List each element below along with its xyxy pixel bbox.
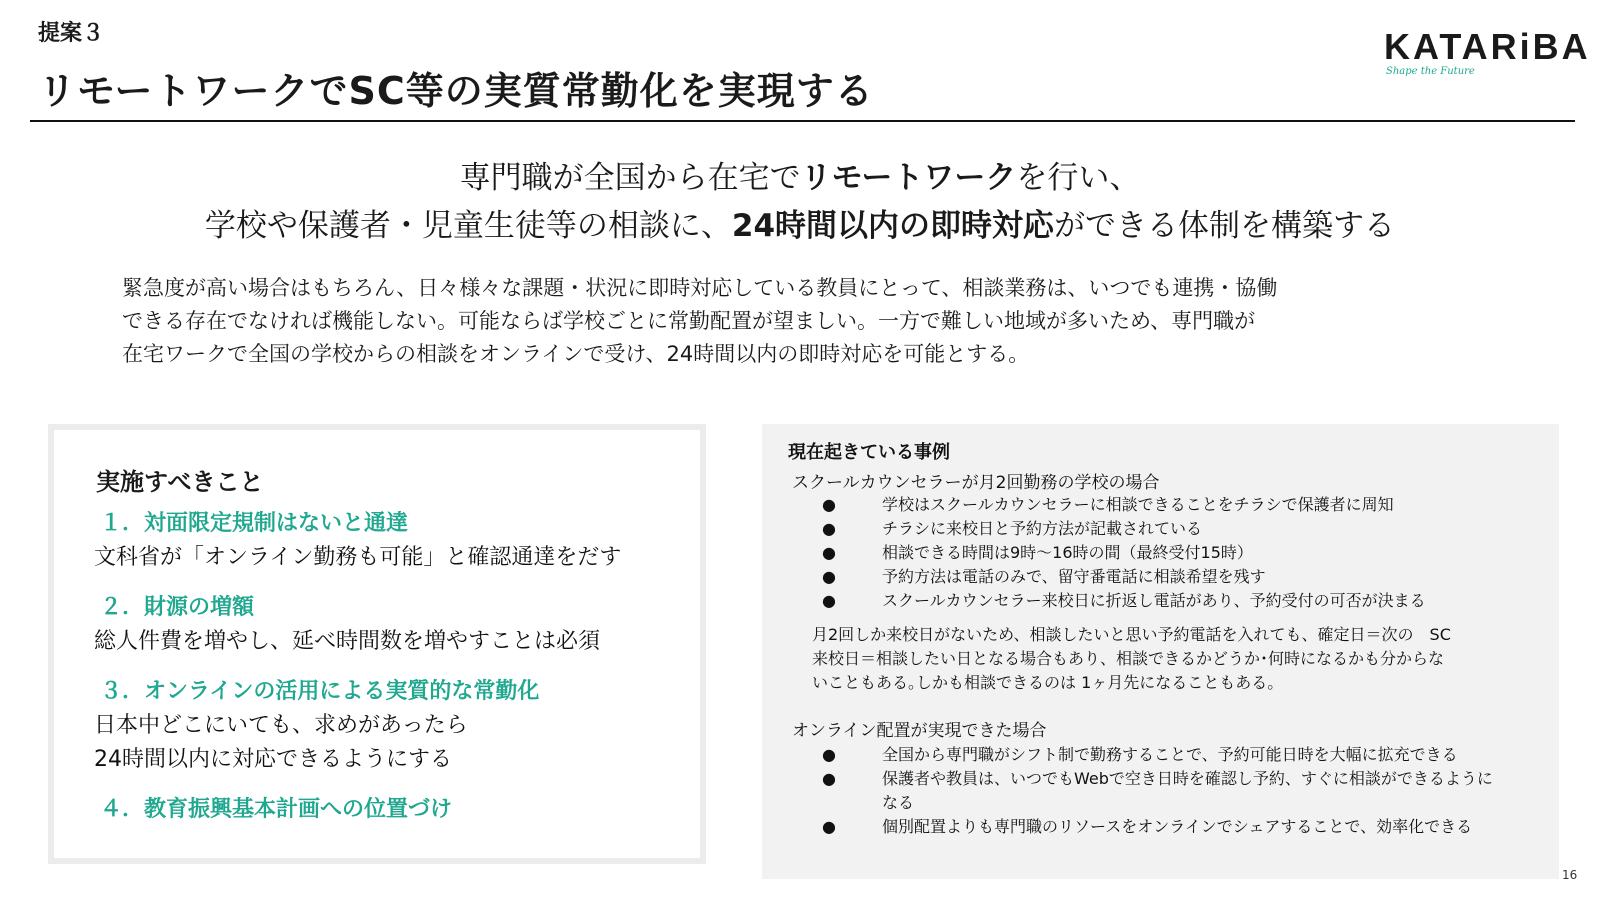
bullet-symbol: ● xyxy=(822,591,836,610)
bullet-symbol: ● xyxy=(822,495,836,514)
case-note-line: 来校日＝相談したい日となる場合もあり、相談できるかどうか･何時になるかも分からな xyxy=(812,649,1445,668)
case-note-line: 月2回しか来校日がないため、相談したいと思い予約電話を入れても、確定日＝次の SC xyxy=(812,625,1451,644)
intro-line: 在宅ワークで全国の学校からの相談をオンラインで受け、24時間以内の即時対応を可能とする。 xyxy=(122,342,1030,366)
proposal-label: 提案３ xyxy=(38,21,105,46)
todo-item-3-body: 日本中どこにいても、求めがあったら xyxy=(94,713,468,738)
intro-paragraph xyxy=(122,272,1502,371)
list-item xyxy=(822,540,1253,563)
todo-item-3-body: 24時間以内に対応できるようにする xyxy=(94,747,452,772)
intro-line: できる存在でなければ機能しない。可能ならば学校ごとに常勤配置が望ましい。一方で難しい地域が多いため、専門職が xyxy=(122,309,1256,333)
bullet-text: 予約方法は電話のみで、留守番電話に相談希望を残す xyxy=(882,567,1266,586)
list-item xyxy=(822,564,1266,587)
bullet-text: 学校はスクールカウンセラーに相談できることをチラシで保護者に周知 xyxy=(882,495,1394,514)
bullet-text: チラシに来校日と予約方法が記載されている xyxy=(882,519,1203,538)
bullet-symbol: ● xyxy=(822,543,836,562)
list-item xyxy=(822,516,1202,539)
bullet-symbol: ● xyxy=(822,519,836,538)
headline-1b: リモートワーク xyxy=(800,160,1017,196)
headline-1a: 専門職が全国から在宅で xyxy=(459,160,801,196)
bullet-text: 個別配置よりも専門職のリソースをオンラインでシェアすることで、効率化できる xyxy=(882,817,1473,836)
todo-heading: 実施すべきこと xyxy=(96,468,264,496)
bullet-symbol: ● xyxy=(822,769,836,788)
bullet-text: スクールカウンセラー来校日に折返し電話があり、予約受付の可否が決まる xyxy=(882,591,1426,610)
todo-item-2-title: ２．財源の増額 xyxy=(100,595,255,620)
list-item xyxy=(822,492,1394,515)
katariba-logo xyxy=(1384,26,1591,77)
current-case-title: スクールカウンセラーが月2回勤務の学校の場合 xyxy=(792,473,1160,493)
logo-wordmark: KATARiBA xyxy=(1384,26,1591,67)
cases-panel xyxy=(762,424,1559,879)
headline-2a: 学校や保護者・児童生徒等の相談に、 xyxy=(204,208,732,244)
list-item xyxy=(822,766,1493,789)
bullet-continuation: なる xyxy=(882,793,915,812)
page-number: 16 xyxy=(1562,868,1578,882)
todo-item-1-body: 文科省が「オンライン勤務も可能」と確認通達をだす xyxy=(94,545,622,570)
bullet-text: 全国から専門職がシフト制で勤務することで、予約可能日時を大幅に拡充できる xyxy=(882,745,1458,764)
intro-line: 緊急度が高い場合はもちろん、日々様々な課題・状況に即時対応している教員にとって、相談業務は、いつでも連携・協働 xyxy=(122,276,1278,300)
cases-heading: 現在起きている事例 xyxy=(788,442,950,463)
todo-item-1-title: １．対面限定規制はないと通達 xyxy=(100,511,409,536)
headline-1c: を行い、 xyxy=(1016,160,1141,196)
headline-line-2 xyxy=(0,200,1600,245)
bullet-symbol: ● xyxy=(822,745,836,764)
todo-item-3-title: ３．オンラインの活用による実質的な常勤化 xyxy=(100,679,540,704)
bullet-symbol: ● xyxy=(822,567,836,586)
case-note-line: いこともある｡しかも相談できるのは 1ヶ月先になることもある｡ xyxy=(812,673,1276,692)
list-item xyxy=(822,742,1458,765)
bullet-text: 保護者や教員は、いつでもWebで空き日時を確認し予約、すぐに相談ができるように xyxy=(882,769,1493,788)
logo-tagline: Shape the Future xyxy=(1386,66,1475,77)
todo-item-4-title: ４．教育振興基本計画への位置づけ xyxy=(100,797,453,822)
bullet-text: 相談できる時間は9時〜16時の間（最終受付15時） xyxy=(882,543,1253,562)
list-item xyxy=(822,814,1472,837)
slide-title: リモートワークでSC等の実質常勤化を実現する xyxy=(38,69,874,113)
headline-2c: ができる体制を構築する xyxy=(1054,208,1396,244)
list-item xyxy=(822,588,1426,611)
todo-panel xyxy=(48,424,706,864)
todo-item-2-body: 総人件費を増やし、延べ時間数を増やすことは必須 xyxy=(94,629,601,654)
bullet-symbol: ● xyxy=(822,817,836,836)
headline-line-1 xyxy=(0,152,1600,197)
title-divider xyxy=(30,120,1575,122)
headline-2b: 24時間以内の即時対応 xyxy=(731,208,1055,244)
online-case-title: オンライン配置が実現できた場合 xyxy=(792,721,1047,741)
